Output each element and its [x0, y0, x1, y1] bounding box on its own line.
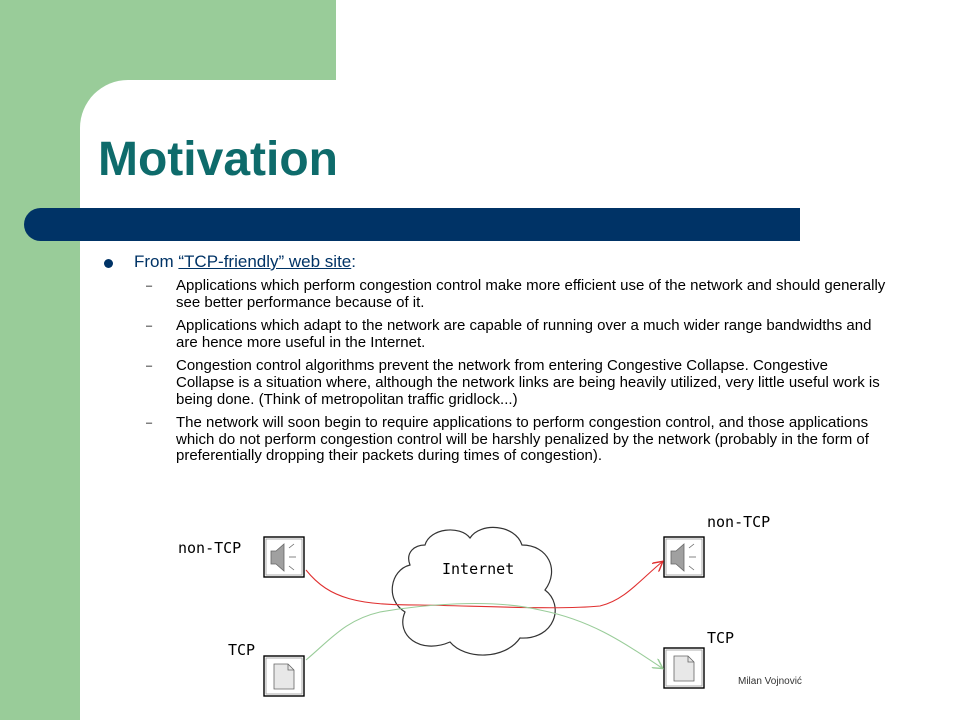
right-top-label: non-TCP — [707, 513, 771, 531]
dash-marker: – — [146, 280, 153, 292]
internet-cloud — [392, 527, 555, 655]
left-document-icon — [264, 656, 304, 696]
footer-author: Milan Vojnović — [738, 676, 802, 687]
dash-marker: – — [146, 417, 153, 430]
sub-bullet-text: The network will soon begin to require applications to perform congestion control, and those applications which do not perform congestion control will be harshly penalized by the network (probably in the form of preferentially dropping their packets during times of congestion). — [176, 414, 869, 465]
sub-bullet-text: Congestion control algorithms prevent the network from entering Congestive Collapse. Congestive Collapse is a situation where, although the network links are being heavily utilized, very little useful work is being done. (Think of metropolitan traffic gridlock...) — [176, 357, 880, 408]
cloud-label: Internet — [442, 560, 515, 578]
sub-bullet-text: Applications which perform congestion control make more efficient use of the network and should generally see better performance because of it. — [176, 277, 886, 311]
right-document-icon — [664, 648, 704, 688]
main-bullet-suffix: : — [351, 252, 356, 271]
main-bullet-prefix: From — [134, 252, 179, 271]
sub-bullet-text: Applications which adapt to the network are capable of running over a much wider range bandwidths and are hence more useful in the Internet. — [176, 317, 872, 351]
slide-title: Motivation — [98, 133, 338, 186]
right-bottom-label: TCP — [707, 629, 735, 647]
tcp-friendly-link[interactable]: “TCP-friendly” web site — [178, 252, 352, 271]
dash-marker: – — [146, 320, 153, 333]
right-speaker-icon — [664, 537, 704, 577]
left-bottom-label: TCP — [228, 641, 256, 659]
left-top-label: non-TCP — [178, 539, 242, 557]
left-speaker-icon — [264, 537, 304, 577]
dash-marker: – — [146, 360, 153, 373]
